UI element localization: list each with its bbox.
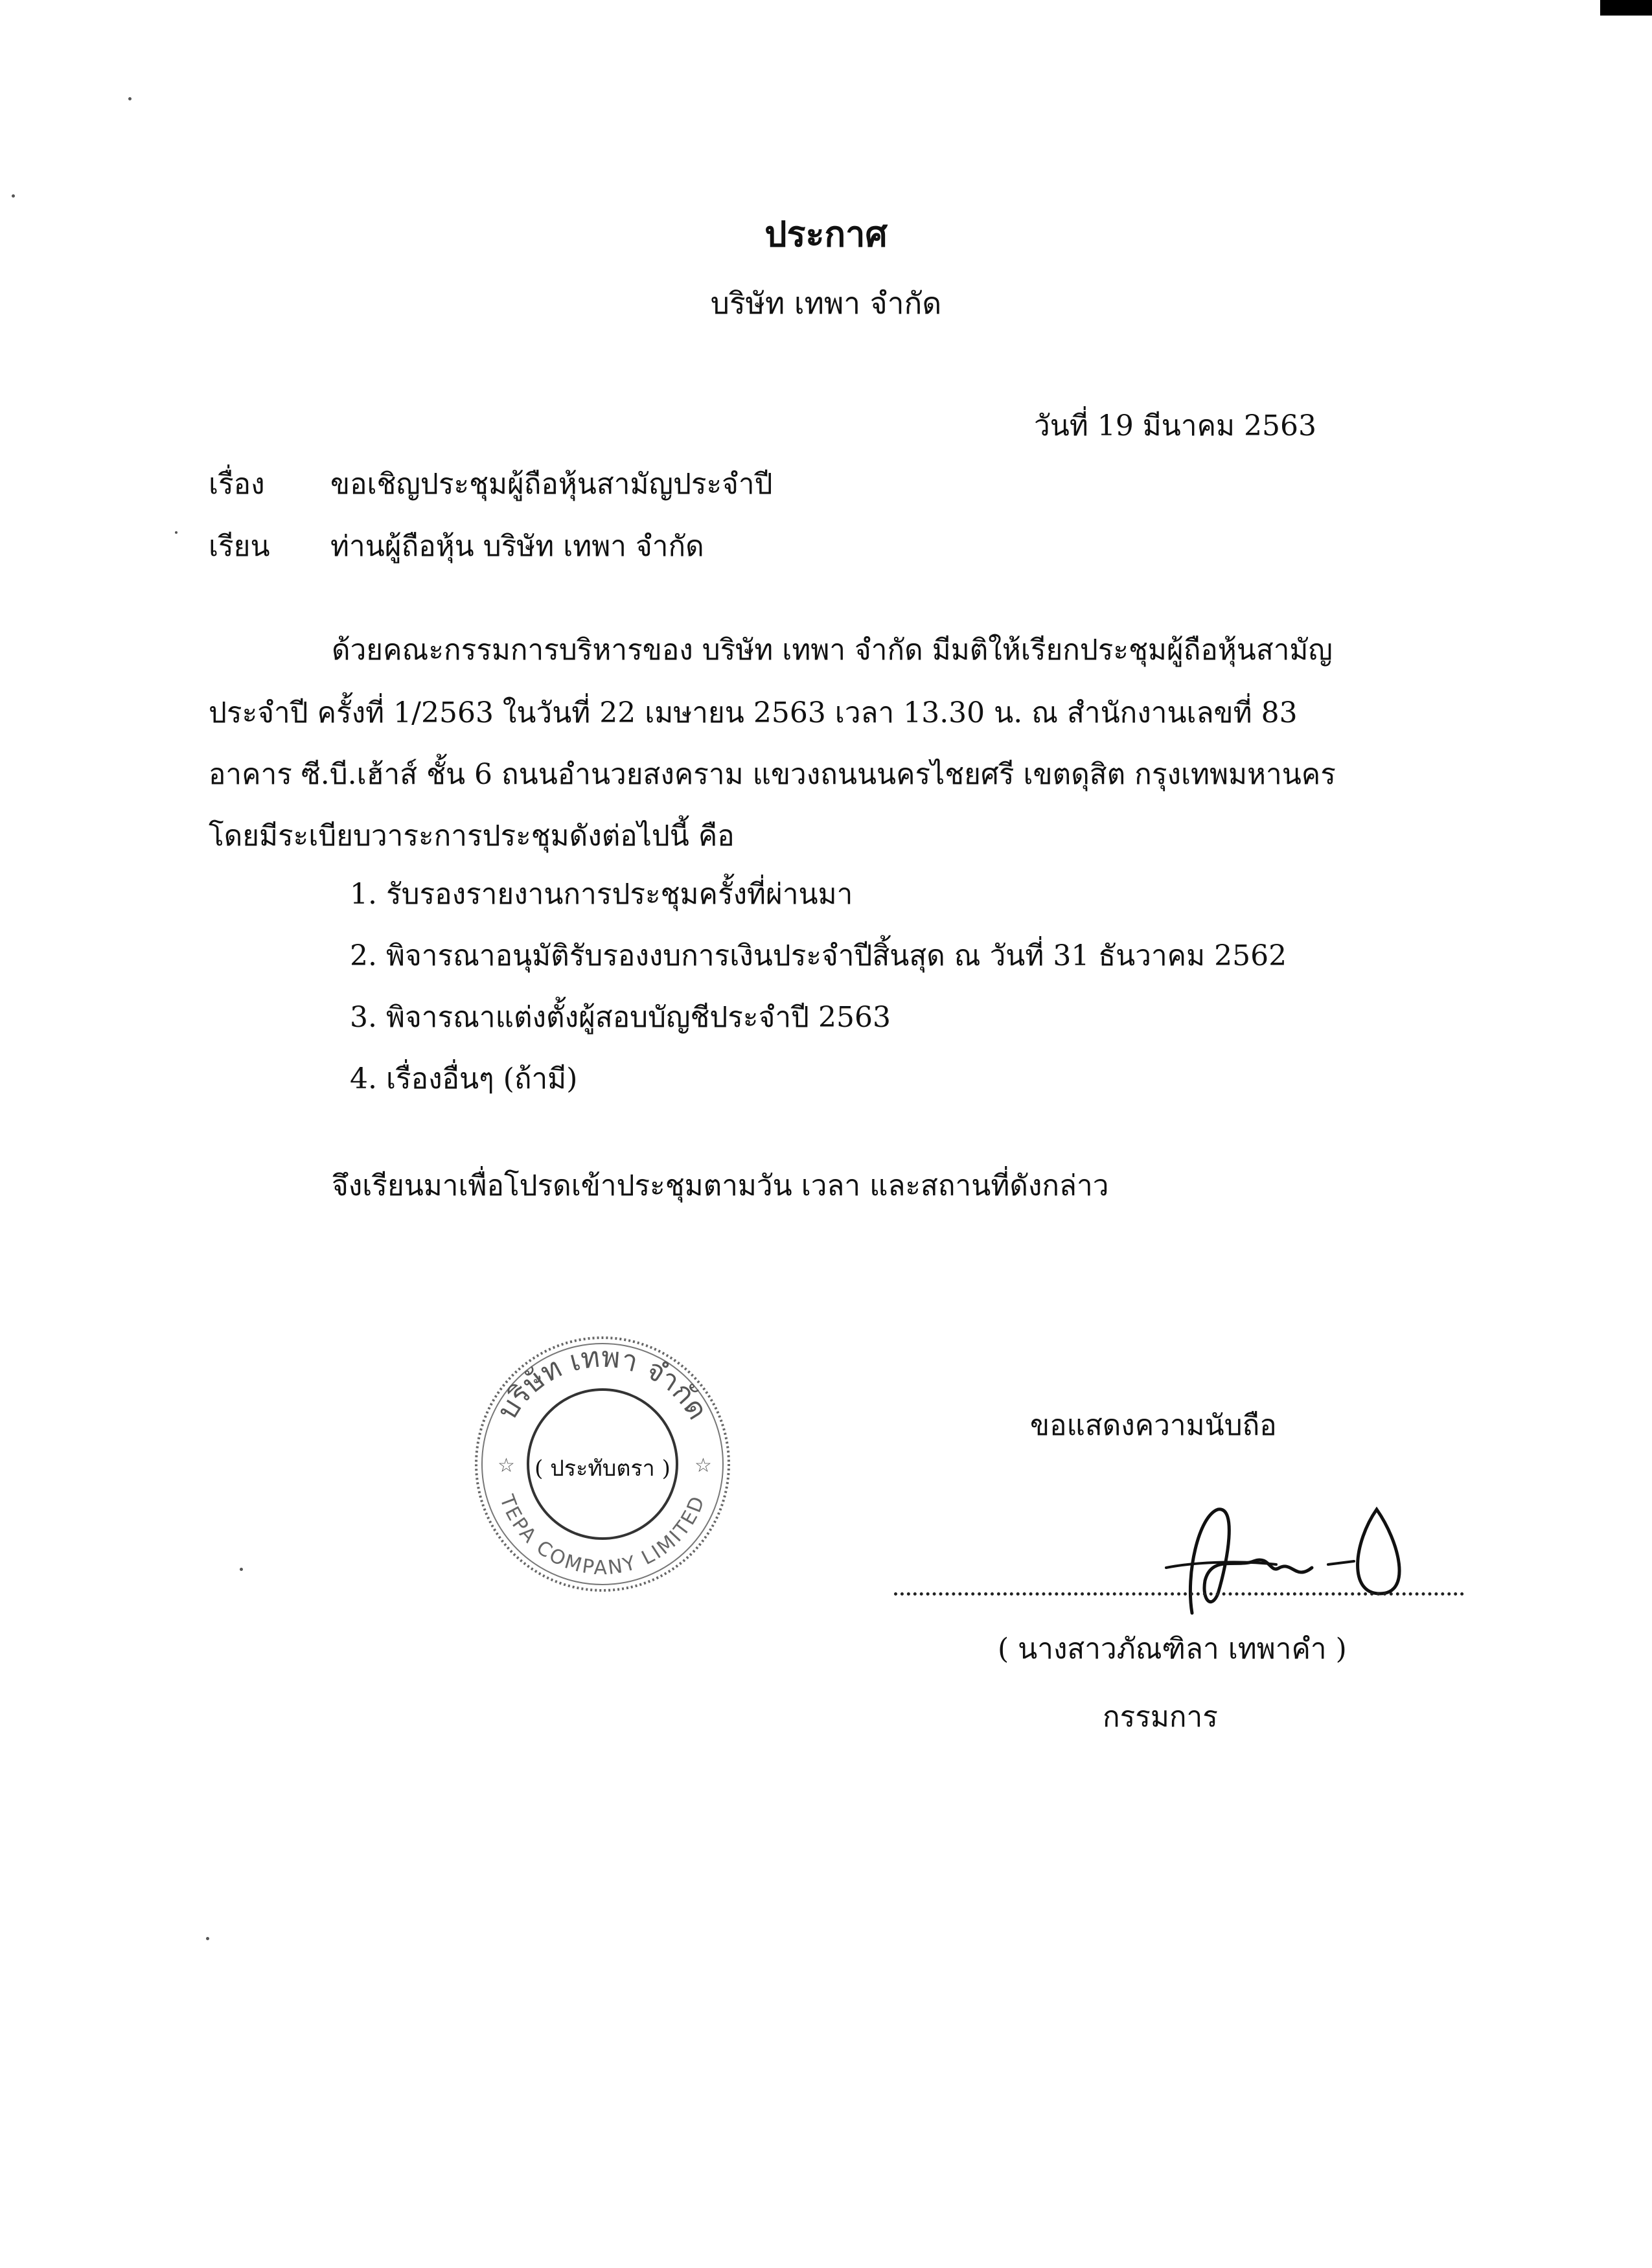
company-seal [466,1328,739,1600]
subject-label: เรื่อง [209,468,265,501]
body-line-2: ประจำปี ครั้งที่ 1/2563 ในวันที่ 22 เมษายน 2563 เวลา 13.30 น. ณ สำนักงานเลขที่ 83 [209,696,1298,729]
agenda-item-4: 4. เรื่องอื่นๆ (ถ้ามี) [350,1062,578,1095]
respect-phrase: ขอแสดงความนับถือ [1030,1409,1277,1442]
recipient-value: ท่านผู้ถือหุ้น บริษัท เทพา จำกัด [330,530,704,563]
seal-star-left-icon: ☆ [498,1454,515,1477]
seal-top-text: บริษัท เทพา จำกัด [490,1340,715,1426]
scan-speck [128,97,132,100]
document-title: ประกาศ [764,213,888,255]
body-line-1: ด้วยคณะกรรมการบริหารของ บริษัท เทพา จำกัด มีมติให้เรียกประชุมผู้ถือหุ้นสามัญ [332,634,1333,667]
agenda-item-1: 1. รับรองรายงานการประชุมครั้งที่ผ่านมา [350,878,853,911]
agenda-item-3: 3. พิจารณาแต่งตั้งผู้สอบบัญชีประจำปี 2563 [350,1001,891,1034]
company-name: บริษัท เทพา จำกัด [710,286,942,321]
handwritten-signature [1140,1490,1432,1620]
seal-bottom-text: TEPA COMPANY LIMITED [495,1491,710,1580]
seal-center-text: ( ประทับตรา ) [534,1456,671,1482]
signature-line [894,1592,1464,1596]
body-line-3: อาคาร ซี.บี.เฮ้าส์ ชั้น 6 ถนนอำนวยสงคราม แขวงถนนนครไชยศรี เขตดุสิต กรุงเทพมหานคร [209,758,1336,791]
scan-speck [175,531,178,534]
closing-statement: จึงเรียนมาเพื่อโปรดเข้าประชุมตามวัน เวลา และสถานที่ดังกล่าว [332,1169,1109,1202]
agenda-item-2: 2. พิจารณาอนุมัติรับรองงบการเงินประจำปีสิ้นสุด ณ วันที่ 31 ธันวาคม 2562 [350,939,1287,972]
subject-value: ขอเชิญประชุมผู้ถือหุ้นสามัญประจำปี [330,468,773,501]
seal-star-right-icon: ☆ [694,1454,712,1477]
scan-speck [240,1568,243,1571]
recipient-label: เรียน [209,530,270,563]
signer-name: ( นางสาวภัณฑิลา เทพาคำ ) [998,1632,1347,1666]
scan-speck [12,194,15,198]
svg-text:บริษัท เทพา จำกัด [490,1341,714,1426]
document-date: วันที่ 19 มีนาคม 2563 [1034,409,1316,442]
scan-corner-mark [1600,0,1652,16]
scan-speck [206,1937,209,1940]
signer-position: กรรมการ [1103,1701,1218,1734]
body-line-4: โดยมีระเบียบวาระการประชุมดังต่อไปนี้ คือ [209,819,735,853]
